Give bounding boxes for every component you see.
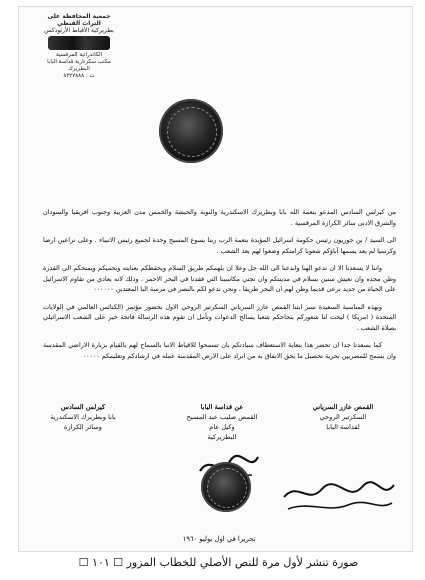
signature-block-pope bbox=[33, 402, 133, 432]
letterhead-line2: بطريركية الأقباط الأرثوذكس bbox=[44, 27, 114, 34]
letter-date: تحريرا في اول يوليو ١٩٦٠ bbox=[182, 535, 256, 543]
letter-paragraph: الى السيد / بن جوريون رئيس حكومة اسرائيل المؤيدة بنعمة الرب ربنا يسوع المسيح وحدة لجميع رئيس الانبياء . وعلى نراعين ارضا وكرسيا لم يعد يسمها آباؤكم شعوبا كرامتكم وضعوا لهم بعد الشعب . bbox=[43, 236, 396, 255]
letterhead-logo bbox=[48, 36, 110, 50]
signature-title: وكيل عام bbox=[209, 423, 235, 431]
signature-title: القمص صليب عبد المسيح bbox=[186, 413, 258, 421]
letterhead-line4: مكتب سكرتارية قداسة البابا البطريرك bbox=[47, 59, 111, 72]
signature-title: بابا وبطريرك الاسكندرية bbox=[50, 413, 116, 421]
signature-title: وسائر الكرازة bbox=[64, 423, 102, 431]
letterhead-line3: الكاتدرائية المرقسية bbox=[56, 52, 102, 58]
letter-paragraph: وبهذه المناسبة السعيدة نسر ابتنا القمص عازر السرياني السكرتير الروحي الاول بحضور مؤتمر (الكنائس العالمي في الولايات المتحدة ( امريكا ) ليحت لنا شعوركم بنجاحكم شعبا يسالح الدعوات ونأمل ان تقوم هذه الرسالة فاتحة خير على الشعب الاسرائيلي بصلاة الشعب . bbox=[43, 302, 396, 332]
letterhead-line1: جمعية المحافظة على التراث القبطي bbox=[47, 13, 111, 27]
signature-title: السكرتير الروحي bbox=[319, 413, 367, 421]
letter-paragraph: كما يسعدنا جدا ان تحضر هذا بتعاية الاستعطاف سيادتكم بان تسمحوا للاقباط الانبا بالسماح لهم بالقيام بزيارة الاراضي المقدسة وان يسمح للمصريين بحرية تحصيل ما يحق الانفاق به من ابراد على الارض المقدسة عمله في ارشادكم وتعليمكم ٠٠٠٠٠ bbox=[43, 341, 396, 360]
letter-body bbox=[43, 207, 396, 368]
signature-title: البطريركية bbox=[207, 433, 237, 441]
letterhead-line5: ت : ٨٢٢٧٨٨٨ bbox=[63, 73, 95, 79]
signature-block-secretary bbox=[288, 402, 398, 432]
handwritten-signature-secretary bbox=[278, 475, 398, 515]
signature-name: كيرلس السادس bbox=[60, 403, 106, 411]
letterhead bbox=[39, 13, 119, 80]
letter-paragraph: من كيرلس السادس المدعو بنعمة الله بابا وبطريرك الاسكندرية والنوبة والحبشة والخمس مدن الغربية وجنوب افريقيا والسودان والشرق الادنى سائر الكرازة المرقسية . bbox=[43, 208, 396, 227]
signature-name: عن قداسة البابا bbox=[200, 403, 244, 411]
official-seal-top bbox=[159, 99, 223, 163]
letter-page bbox=[18, 6, 413, 552]
photo-caption: صورة تنشر لأول مرة للنص الأصلي للخطاب المزور ☐ ١٠١ ☐ bbox=[78, 556, 359, 569]
signature-name: القمص عازر السرياني bbox=[312, 403, 374, 411]
signature-block-deputy bbox=[172, 402, 272, 442]
signature-title: لقداسة البابا bbox=[326, 423, 360, 431]
official-seal-bottom bbox=[201, 462, 251, 512]
letter-paragraph: واننا لا يسعدنا الا ان ندعو الهنا وابدعنا الى الله جل وعلا ان يلهمكم طريق السلام ويحفظكم بعنايته ويحميكم ويمنحكم الى القدرة وطن مجده وان نعيش سنين بسلام في مدينتكم وان نجني مكاسبنا التي فقدنا في البحر الاحمر ، وذلك لانه يعادي من تقاوم الاسرائيل على الحياة من جديد نرعى قديما وطن لهم ان البحر طريقا ، ونحن ندعو لكم بالنصر في مرسة البا المعتدين ٠٠٠٠٠٠ bbox=[43, 264, 396, 293]
